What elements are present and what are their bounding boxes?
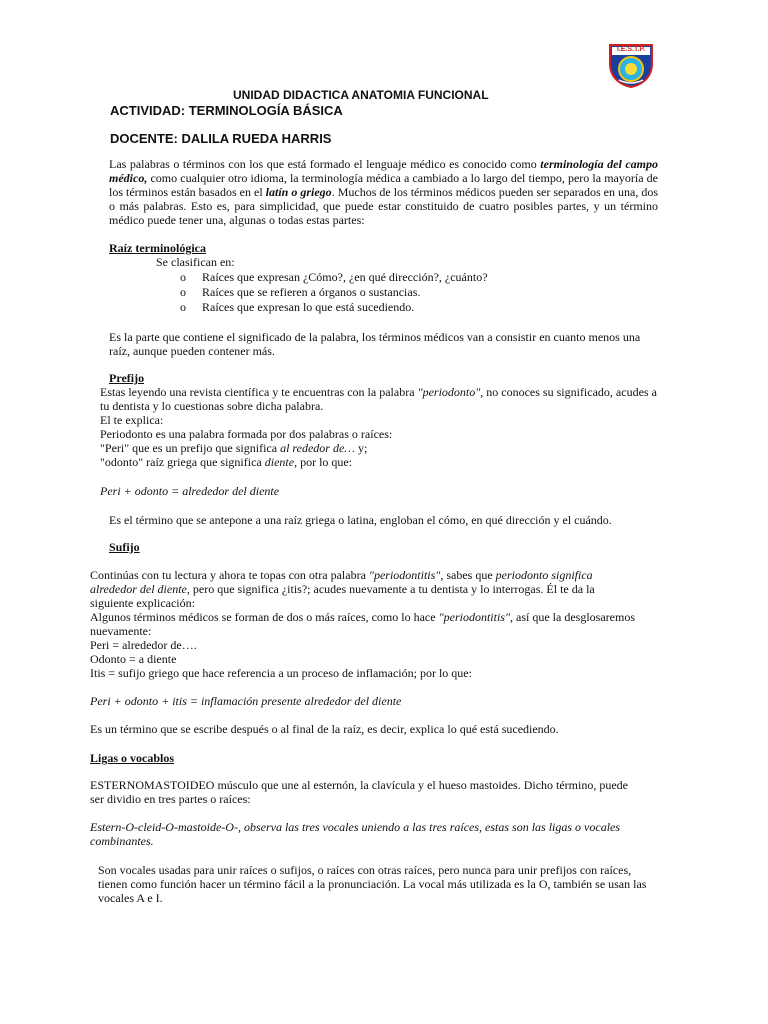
prefijo-definition: Es el término que se antepone a una raíz griega o latina, engloban el cómo, en qué dirección y el cuándo. bbox=[109, 513, 612, 527]
sufijo-text: Continúas con tu lectura y ahora te topas con otra palabra "periodontitis", sabes que periodonto significa alrededor del diente, pero que significa ¿itis?; acudes nuevamente a tu dentista y lo interrogas. Él te da la siguiente explicación: Algunos términos médicos se forman de dos o más raíces, como lo hace "periodontitis", así que la desglosaremos nuevamente: Peri = alrededor de…. Odonto = a diente Itis = sufijo griego que hace referencia a un proceso de inflamación; por lo que: bbox=[90, 568, 635, 680]
intro-paragraph: Las palabras o términos con los que está formado el lenguaje médico es conocido como terminología del campo médico, como cualquier otro idioma, la terminología médica a cambiado a lo largo del tiempo, pero la mayoría de los términos están basados en el latín o griego. Muchos de los términos médicos pueden ser separados en una, dos o más palabras. Esto es, para simplicidad, que puede estar constituido de cuatro posibles partes, y un término médico puede tener una, algunas o todas estas partes: bbox=[109, 157, 658, 227]
section-heading-ligas: Ligas o vocablos bbox=[90, 751, 175, 765]
prefijo-text: Estas leyendo una revista científica y te encuentras con la palabra "periodonto", no conoces su significado, acudes a tu dentista y lo cuestionas sobre dicha palabra. El te explica: Periodonto es una palabra formada por dos palabras o raíces: "Peri" que es un prefijo que significa al rededor de… y; "odonto" raíz griega que significa diente, por lo que: bbox=[100, 385, 657, 469]
raiz-list bbox=[180, 270, 488, 315]
teacher-name: DOCENTE: DALILA RUEDA HARRIS bbox=[110, 131, 332, 146]
list-item: o Raíces que expresan lo que está sucediendo. bbox=[180, 300, 488, 315]
institution-logo bbox=[607, 42, 655, 88]
sufijo-definition: Es un término que se escribe después o al final de la raíz, es decir, explica lo qué está sucediendo. bbox=[90, 722, 559, 736]
logo-text: I.E.S.T.P. bbox=[616, 46, 646, 53]
list-item: o Raíces que expresan ¿Cómo?, ¿en qué dirección?, ¿cuánto? bbox=[180, 270, 488, 285]
list-item: o Raíces que se refieren a órganos o sustancias. bbox=[180, 285, 488, 300]
prefijo-formula: Peri + odonto = alrededor del diente bbox=[100, 484, 280, 498]
ligas-paragraph-2: Estern-O-cleid-O-mastoide-O-, observa las tres vocales uniendo a las tres raíces, estas son las ligas o vocales combinantes. bbox=[90, 820, 621, 848]
activity-title: ACTIVIDAD: TERMINOLOGÍA BÁSICA bbox=[110, 103, 343, 118]
raiz-classify: Se clasifican en: bbox=[156, 255, 235, 269]
ligas-paragraph-3: Son vocales usadas para unir raíces o sufijos, o raíces con otras raíces, pero nunca para unir prefijos con raíces, tienen como función hacer un término fácil a la pronunciación. La vocal más utilizada es la O, también se usan las vocales A e I. bbox=[98, 863, 647, 905]
section-heading-raiz: Raíz terminológica bbox=[109, 241, 206, 255]
section-heading-sufijo: Sufijo bbox=[109, 540, 140, 554]
section-heading-prefijo: Prefijo bbox=[109, 371, 145, 385]
unit-title: UNIDAD DIDACTICA ANATOMIA FUNCIONAL bbox=[233, 88, 489, 102]
ligas-paragraph-1: ESTERNOMASTOIDEO músculo que une al esternón, la clavícula y el hueso mastoides. Dicho término, puede ser dividio en tres partes o raíces: bbox=[90, 778, 628, 806]
raiz-definition: Es la parte que contiene el significado de la palabra, los términos médicos van a consistir en cuanto menos una raíz, aunque pueden contener más. bbox=[109, 330, 641, 358]
sufijo-formula: Peri + odonto + itis = inflamación presente alrededor del diente bbox=[90, 694, 402, 708]
